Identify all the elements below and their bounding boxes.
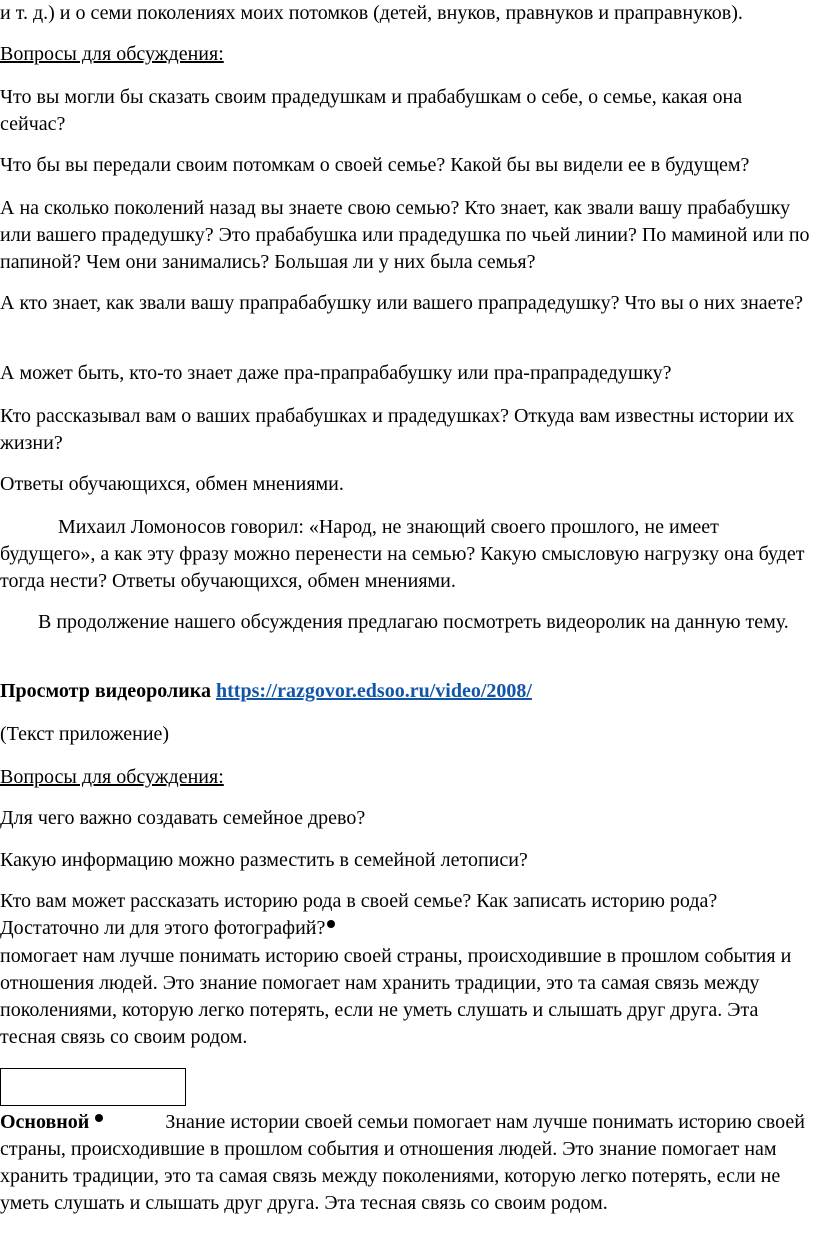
- discussion-heading-2: Вопросы для обсуждения:: [0, 766, 224, 788]
- question-4: А кто знает, как звали вашу прапрабабушку или вашего прапрадедушку? Что вы о них знаете?: [0, 292, 804, 314]
- question-2: Что бы вы передали своим потомкам о своей семье? Какой бы вы видели ее в будущем?: [0, 154, 750, 176]
- question-8: Какую информацию можно разместить в семейной летописи?: [0, 849, 528, 871]
- discussion-heading-1: Вопросы для обсуждения:: [0, 43, 224, 65]
- question-9: [0, 888, 812, 942]
- video-line: [0, 678, 812, 705]
- question-1: Что вы могли бы сказать своим прадедушкам и прабабушкам о себе, о семье, какая она сейчас?: [0, 86, 743, 135]
- video-link[interactable]: https://razgovor.edsoo.ru/video/2008/: [216, 680, 532, 702]
- question-5: А может быть, кто-то знает даже пра-прапрабабушку или пра-прапрадедушку?: [0, 362, 672, 384]
- main-section-label: Основной: [0, 1111, 90, 1133]
- main-section-text: Знание истории своей семьи помогает нам лучше понимать историю своей страны, происходившие в прошлом события и отношения людей. Это знание помогает нам хранить традиции, это та самая связь между поколениями, которую легко потерять, если не уметь слушать и слышать друг друга. Эта тесная связь со своим родом.: [0, 1111, 805, 1214]
- lomonosov-quote-paragraph: Михаил Ломоносов говорил: «Народ, не знающий своего прошлого, не имеет будущего», а как эту фразу можно перенести на семью? Какую смысловую нагрузку она будет тогда нести? Ответы обучающихся, обмен мнениями.: [0, 516, 805, 592]
- video-label: Просмотр видеоролика: [0, 680, 211, 702]
- answers-note-1: Ответы обучающихся, обмен мнениями.: [0, 473, 344, 495]
- bullet-dot-icon: [95, 1114, 103, 1122]
- family-knowledge-paragraph: помогает нам лучше понимать историю своей страны, происходившие в прошлом события и отношения людей. Это знание помогает нам хранить традиции, это та самая связь между поколениями, которую легко потерять, если не уметь слушать и слышать друг друга. Эта тесная связь со своим родом.: [0, 945, 792, 1048]
- paragraph-intro: и т. д.) и о семи поколениях моих потомков (детей, внуков, правнуков и праправнуков).: [0, 2, 743, 24]
- appendix-note: (Текст приложение): [0, 723, 170, 745]
- main-section-paragraph: [0, 1109, 812, 1217]
- question-7: Для чего важно создавать семейное древо?: [0, 807, 366, 829]
- empty-frame-box: [0, 1068, 186, 1106]
- question-9-text: Кто вам может рассказать историю рода в своей семье? Как записать историю рода? Достаточно ли для этого фотографий?: [0, 890, 718, 939]
- question-3: А на сколько поколений назад вы знаете свою семью? Кто знает, как звали вашу прабабушку или вашего прадедушку? Это прабабушка или прадедушка по чьей линии? По маминой или по папиной? Чем они занимались? Большая ли у них была семья?: [0, 197, 810, 273]
- bullet-dot-icon: [327, 920, 335, 928]
- question-6: Кто рассказывал вам о ваших прабабушках и прадедушках? Откуда вам известны истории их жизни?: [0, 405, 795, 454]
- video-intro-paragraph: В продолжение нашего обсуждения предлагаю посмотреть видеоролик на данную тему.: [38, 611, 789, 633]
